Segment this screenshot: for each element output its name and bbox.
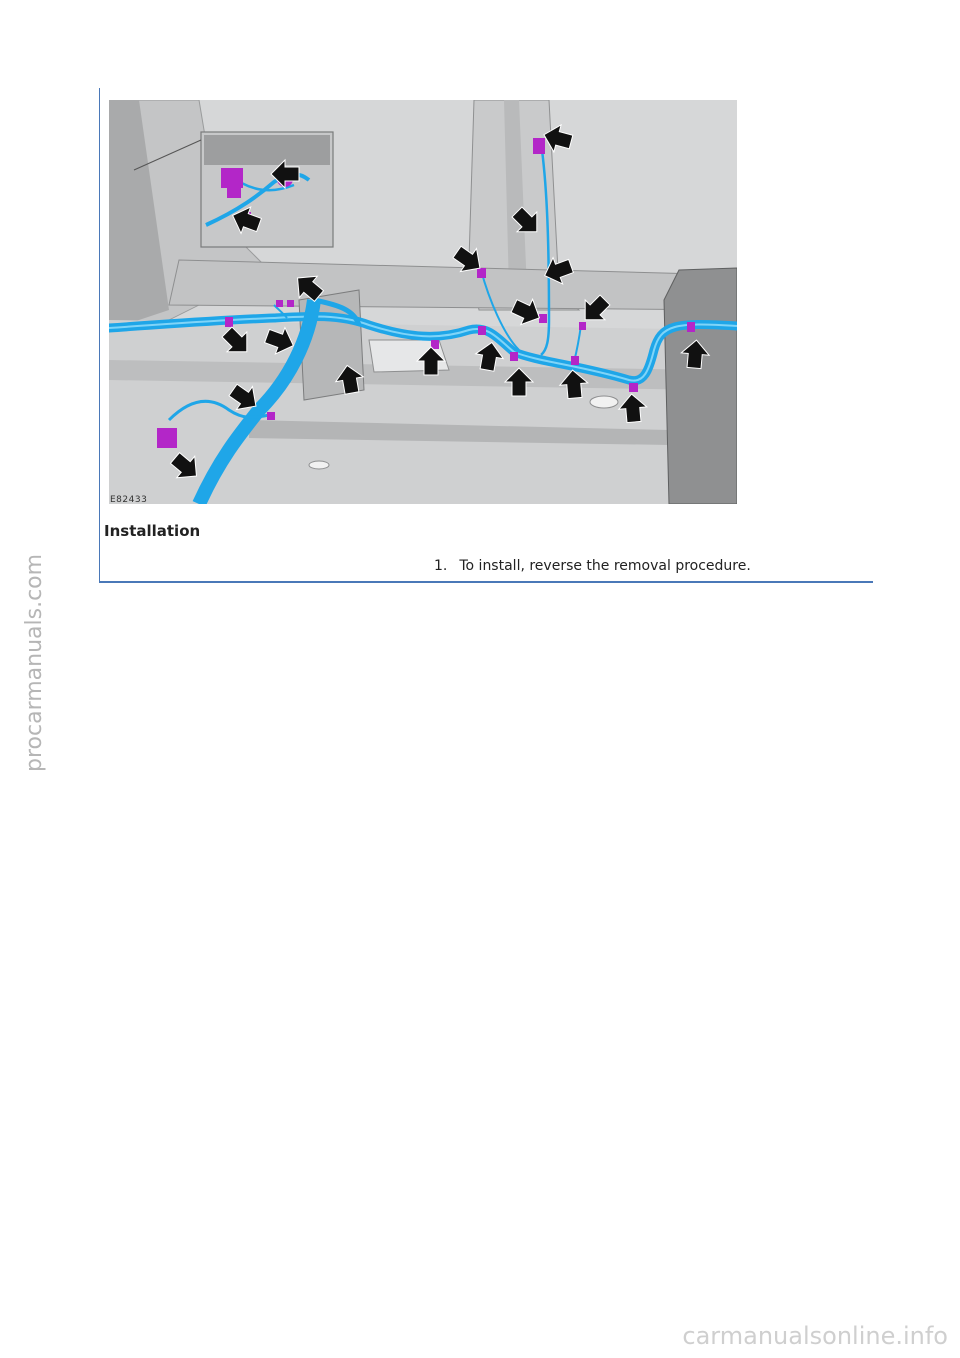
figure-id: E82433 xyxy=(110,495,148,505)
section-heading: Installation xyxy=(104,522,201,540)
step-number: 1. xyxy=(434,558,448,574)
frame-bottom-rule xyxy=(99,581,873,583)
step-text: To install, reverse the removal procedure. xyxy=(459,558,751,574)
frame-left-rule xyxy=(99,88,100,582)
watermark-bottom: carmanualsonline.info xyxy=(682,1322,948,1350)
watermark-left: procarmanuals.com xyxy=(22,553,47,772)
step-item xyxy=(434,558,751,574)
wiring-harness-illustration xyxy=(109,100,737,504)
